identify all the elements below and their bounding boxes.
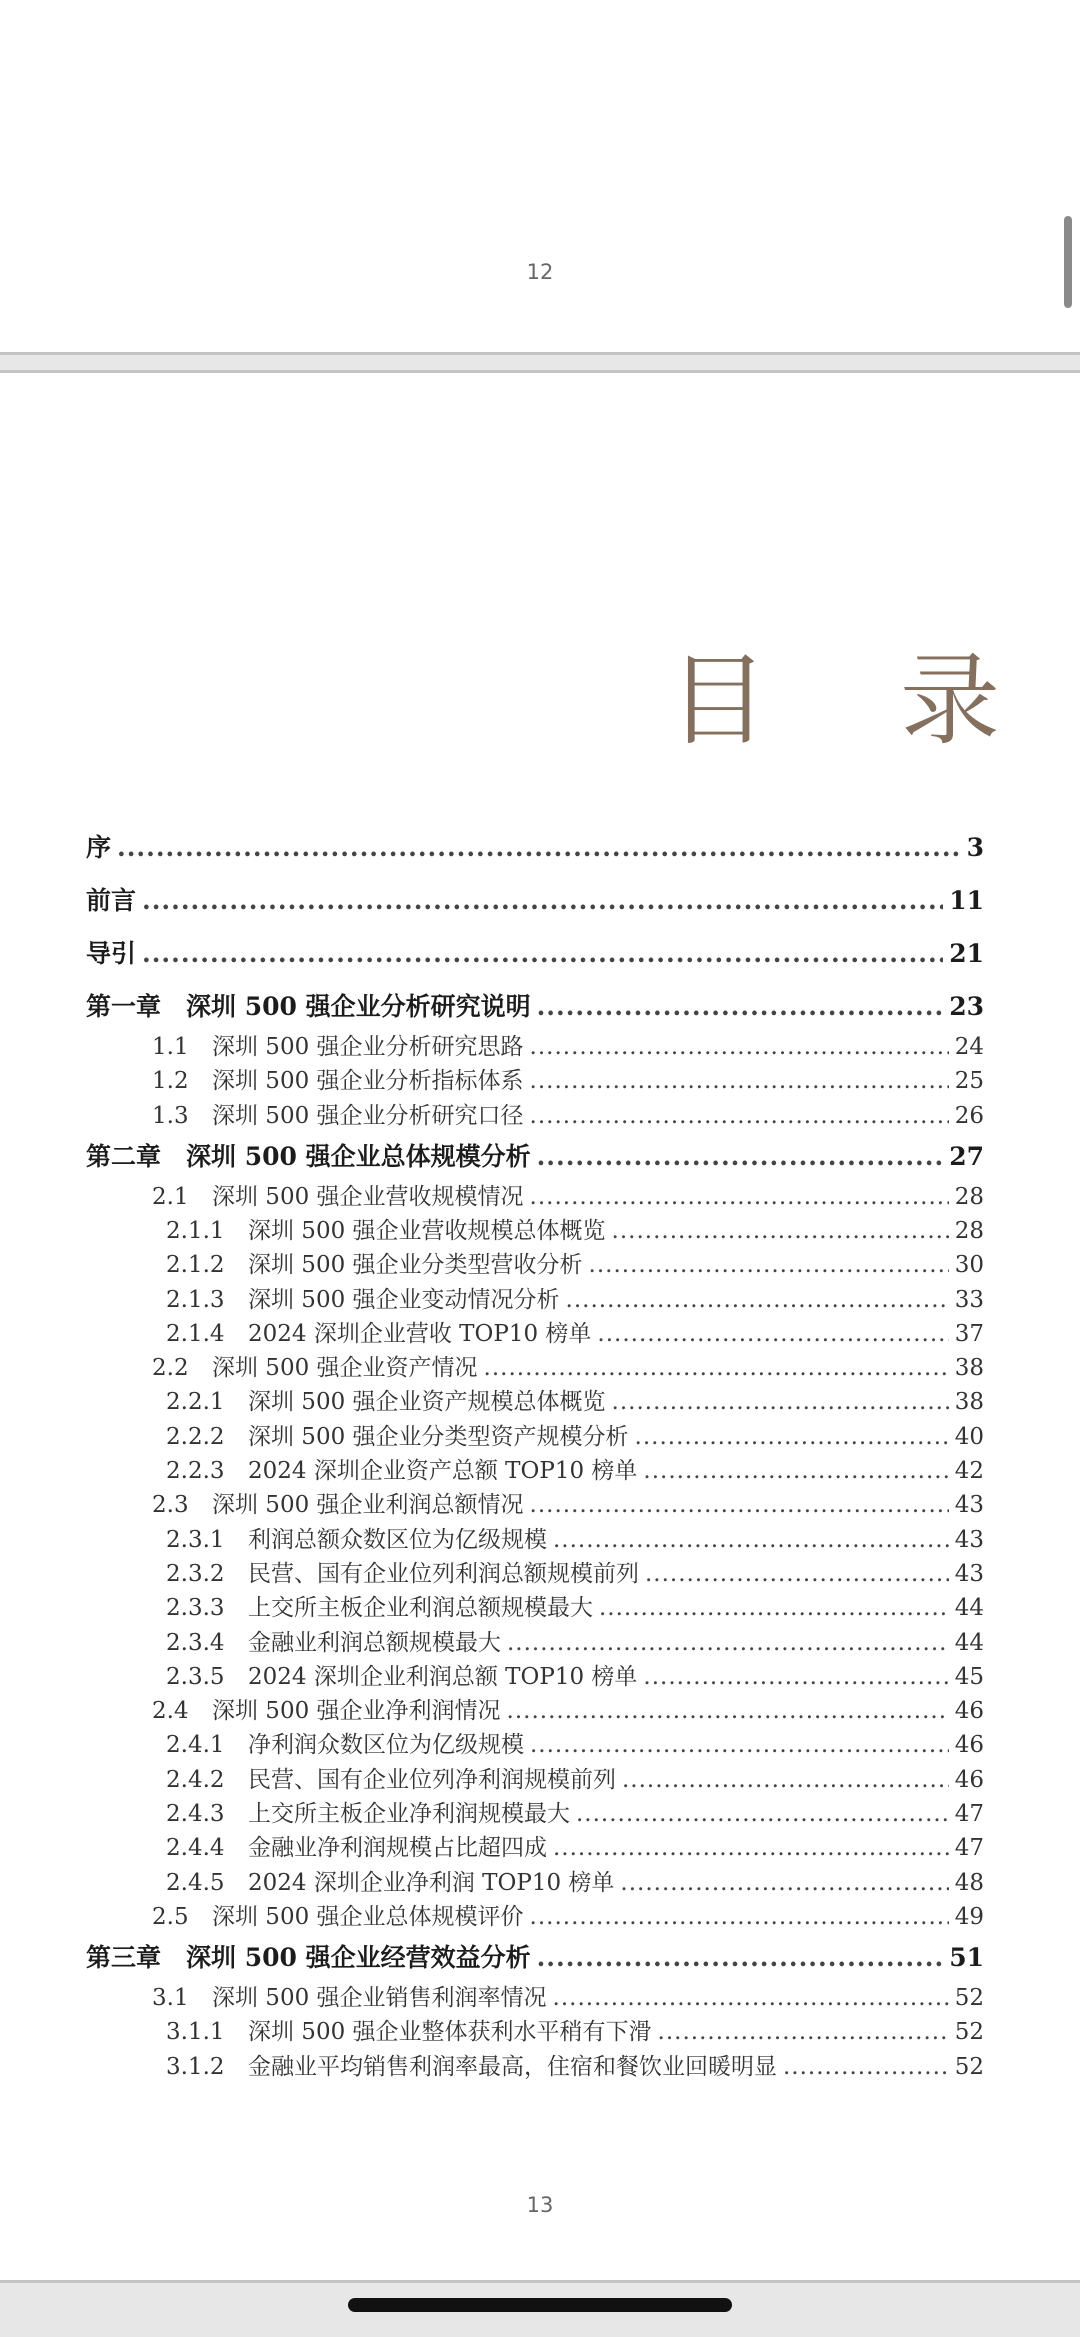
dot-leader xyxy=(537,992,944,1021)
dot-leader xyxy=(645,1561,949,1587)
toc-entry[interactable] xyxy=(0,881,1080,917)
toc-entry-number: 3.1.1 xyxy=(166,2019,225,2046)
toc-entry-number: 2.2.2 xyxy=(166,1423,225,1450)
toc-entry-label xyxy=(152,1028,524,1061)
dot-leader xyxy=(530,1492,949,1518)
toc-entry[interactable] xyxy=(0,2048,1080,2081)
toc-entry-number: 第二章 xyxy=(86,1141,162,1171)
toc-entry-label xyxy=(152,1349,478,1382)
dot-leader xyxy=(530,1068,949,1094)
page-separator xyxy=(0,2280,1080,2283)
toc-entry[interactable] xyxy=(0,1829,1080,1862)
toc-entry-title: 前言 xyxy=(86,886,137,915)
toc-entry[interactable] xyxy=(0,1383,1080,1416)
toc-entry-title: 深圳 500 强企业资产规模总体概览 xyxy=(248,1389,606,1416)
toc-entry-title: 深圳 500 强企业营收规模总体概览 xyxy=(248,1217,606,1244)
toc-entry-number: 2.3.2 xyxy=(166,1560,225,1587)
toc-entry-label xyxy=(86,828,111,864)
toc-entry-title: 深圳 500 强企业总体规模分析 xyxy=(186,1141,531,1171)
toc-entry-label xyxy=(166,1761,616,1794)
toc-entry-number: 2.3.1 xyxy=(166,1526,225,1553)
toc-entry-title: 民营、国有企业位列利润总额规模前列 xyxy=(248,1560,639,1587)
toc-entry[interactable] xyxy=(0,1658,1080,1691)
toc-entry-number: 2.4 xyxy=(152,1698,189,1725)
toc-entry-number: 2.3.3 xyxy=(166,1595,225,1622)
dot-leader xyxy=(566,1287,949,1313)
toc-entry-title: 上交所主板企业利润总额规模最大 xyxy=(248,1595,593,1622)
toc-entry-title: 金融业净利润规模占比超四成 xyxy=(248,1835,547,1862)
toc-entry-label xyxy=(86,934,136,970)
toc-entry-label xyxy=(86,1938,531,1974)
toc-entry-page: 38 xyxy=(954,1355,984,1382)
toc-entry-label xyxy=(166,1589,593,1622)
toc-entry[interactable] xyxy=(0,1246,1080,1279)
toc-entry-title: 上交所主板企业净利润规模最大 xyxy=(248,1801,570,1827)
toc-entry[interactable] xyxy=(0,1521,1080,1554)
current-page xyxy=(0,373,1080,2280)
toc-entry-label xyxy=(166,1246,583,1279)
toc-entry-number: 1.1 xyxy=(152,1034,189,1060)
toc-entry-title: 金融业利润总额规模最大 xyxy=(248,1629,501,1656)
dot-leader xyxy=(553,1835,949,1861)
toc-title: 目 录 xyxy=(668,642,1050,759)
toc-entry-page: 38 xyxy=(954,1389,984,1416)
toc-entry[interactable] xyxy=(0,1795,1080,1828)
toc-entry-title: 2024 深圳企业营收 TOP10 榜单 xyxy=(248,1320,592,1347)
toc-entry-title: 深圳 500 强企业利润总额情况 xyxy=(212,1492,524,1519)
toc-entry-label xyxy=(152,1178,524,1211)
toc-entry-title: 导引 xyxy=(86,939,137,968)
toc-entry-number: 3.1 xyxy=(152,1984,189,2011)
toc-entry-page: 42 xyxy=(954,1458,984,1484)
toc-entry-page: 43 xyxy=(954,1492,984,1519)
toc-entry-page: 46 xyxy=(954,1732,984,1759)
current-page-number: 13 xyxy=(526,2193,554,2217)
toc-entry[interactable] xyxy=(0,1761,1080,1794)
toc-entry-number: 2.2.3 xyxy=(166,1458,225,1484)
toc-entry-title: 深圳 500 强企业经营效益分析 xyxy=(186,1942,531,1972)
dot-leader xyxy=(599,1595,949,1621)
toc-entry-page: 44 xyxy=(954,1629,984,1656)
dot-leader xyxy=(484,1355,949,1381)
toc-entry-label xyxy=(166,1452,637,1485)
scrollbar-thumb[interactable] xyxy=(1064,216,1072,308)
toc-entry-number: 第一章 xyxy=(86,992,162,1021)
dot-leader xyxy=(530,1184,949,1210)
toc-entry-label xyxy=(152,1097,524,1130)
toc-entry[interactable] xyxy=(0,1178,1080,1211)
toc-entry-title: 深圳 500 强企业销售利润率情况 xyxy=(212,1984,547,2011)
toc-entry[interactable] xyxy=(0,1315,1080,1348)
previous-page xyxy=(0,0,1080,352)
toc-entry-number: 2.1.1 xyxy=(166,1217,225,1244)
dot-leader xyxy=(553,1527,949,1553)
toc-entry-number: 3.1.2 xyxy=(166,2053,225,2080)
toc-entry-page: 26 xyxy=(954,1102,984,1129)
toc-entry-page: 40 xyxy=(954,1423,984,1450)
toc-entry-number: 2.2 xyxy=(152,1355,189,1382)
toc-entry-page: 48 xyxy=(954,1869,984,1896)
toc-entry-page: 27 xyxy=(949,1141,984,1171)
toc-entry[interactable] xyxy=(0,1452,1080,1485)
toc-entry[interactable] xyxy=(0,1726,1080,1759)
toc-entry[interactable] xyxy=(0,1137,1080,1173)
toc-entry-page: 28 xyxy=(954,1183,984,1210)
toc-entry-title: 深圳 500 强企业分析研究说明 xyxy=(186,992,531,1021)
dot-leader xyxy=(507,1630,949,1656)
dot-leader xyxy=(658,2019,949,2045)
toc-entry-title: 深圳 500 强企业分析指标体系 xyxy=(212,1068,524,1095)
dot-leader xyxy=(620,1870,948,1896)
toc-entry-label xyxy=(166,1624,501,1657)
toc-entry-title: 2024 深圳企业资产总额 TOP10 榜单 xyxy=(248,1458,638,1484)
toc-entry[interactable] xyxy=(0,1979,1080,2012)
toc-entry-page: 47 xyxy=(954,1835,984,1862)
toc-entry-label xyxy=(152,1486,524,1519)
toc-entry-number: 1.3 xyxy=(152,1102,189,1129)
toc-entry-number: 2.3.4 xyxy=(166,1629,225,1656)
toc-entry-page: 49 xyxy=(954,1903,984,1930)
toc-entry[interactable] xyxy=(0,1281,1080,1314)
toc-entry-page: 37 xyxy=(954,1320,984,1347)
toc-entry-number: 2.1 xyxy=(152,1183,189,1210)
toc-entry-page: 33 xyxy=(954,1286,984,1313)
toc-entry-page: 52 xyxy=(954,1984,984,2011)
toc-entry-title: 深圳 500 强企业总体规模评价 xyxy=(212,1903,524,1930)
dot-leader xyxy=(576,1801,949,1827)
toc-entry-page: 28 xyxy=(954,1217,984,1244)
toc-entry-number: 2.4.2 xyxy=(166,1766,225,1793)
toc-entry[interactable] xyxy=(0,1418,1080,1451)
toc-entry-number: 2.3 xyxy=(152,1492,189,1519)
toc-entry[interactable] xyxy=(0,934,1080,970)
dot-leader xyxy=(622,1767,949,1793)
home-indicator[interactable] xyxy=(348,2298,732,2312)
toc-entry-label xyxy=(166,2048,777,2081)
dot-leader xyxy=(643,1458,948,1484)
toc-entry-number: 1.2 xyxy=(152,1068,189,1095)
toc-entry-title: 民营、国有企业位列净利润规模前列 xyxy=(248,1766,616,1793)
dot-leader xyxy=(142,886,943,915)
dot-leader xyxy=(537,1943,944,1972)
dot-leader xyxy=(117,833,961,862)
dot-leader xyxy=(530,1034,949,1060)
toc-entry-page: 11 xyxy=(949,886,984,915)
toc-entry-page: 52 xyxy=(954,2019,984,2046)
dot-leader xyxy=(507,1698,949,1724)
toc-entry-label xyxy=(166,2013,652,2046)
toc-entry-number: 2.5 xyxy=(152,1903,189,1930)
toc-entry[interactable] xyxy=(0,1555,1080,1588)
toc-entry-number: 2.4.3 xyxy=(166,1801,225,1827)
toc-entry-label xyxy=(166,1315,591,1348)
toc-entry[interactable] xyxy=(0,1212,1080,1245)
dot-leader xyxy=(530,1904,949,1930)
toc-entry-label xyxy=(166,1726,524,1759)
toc-entry-number: 2.1.3 xyxy=(166,1286,225,1313)
toc-entry[interactable] xyxy=(0,987,1080,1023)
dot-leader xyxy=(537,1142,944,1171)
toc-entry[interactable] xyxy=(0,1898,1080,1931)
toc-entry-page: 30 xyxy=(954,1252,984,1279)
toc-entry-title: 2024 深圳企业净利润 TOP10 榜单 xyxy=(248,1869,615,1896)
toc-entry-label xyxy=(166,1418,629,1451)
previous-page-number: 12 xyxy=(526,260,554,284)
toc-entry-title: 深圳 500 强企业分析研究思路 xyxy=(212,1034,524,1060)
toc-entry-label xyxy=(166,1281,560,1314)
toc-entry-page: 43 xyxy=(954,1526,984,1553)
toc-entry[interactable] xyxy=(0,828,1080,864)
dot-leader xyxy=(643,1664,948,1690)
toc-entry-label xyxy=(166,1658,637,1691)
toc-entry-page: 46 xyxy=(954,1766,984,1793)
toc-entry-number: 2.4.1 xyxy=(166,1732,225,1759)
toc-entry-number: 2.2.1 xyxy=(166,1389,225,1416)
toc-entry-number: 2.1.4 xyxy=(166,1320,225,1347)
toc-entry-label xyxy=(166,1864,614,1897)
page-separator xyxy=(0,352,1080,355)
toc-entry-title: 深圳 500 强企业整体获利水平稍有下滑 xyxy=(248,2019,652,2046)
toc-entry-page: 46 xyxy=(954,1698,984,1725)
toc-entry-number: 2.1.2 xyxy=(166,1252,225,1279)
toc-entry[interactable] xyxy=(0,1349,1080,1382)
toc-entry[interactable] xyxy=(0,1624,1080,1657)
toc-entry-label xyxy=(166,1555,639,1588)
toc-entry-page: 3 xyxy=(966,833,984,862)
dot-leader xyxy=(612,1218,949,1244)
toc-entry[interactable] xyxy=(0,1028,1080,1061)
toc-entry-page: 44 xyxy=(954,1595,984,1622)
toc-entry-label xyxy=(86,1137,531,1173)
toc-entry-title: 深圳 500 强企业分析研究口径 xyxy=(212,1102,524,1129)
toc-entry[interactable] xyxy=(0,1938,1080,1974)
toc-entry-title: 深圳 500 强企业净利润情况 xyxy=(212,1698,501,1725)
toc-entry-number: 2.4.5 xyxy=(166,1869,225,1896)
toc-entry-title: 深圳 500 强企业分类型资产规模分析 xyxy=(248,1423,629,1450)
toc-entry-title: 利润总额众数区位为亿级规模 xyxy=(248,1526,547,1553)
toc-entry-label xyxy=(166,1521,547,1554)
toc-entry-label xyxy=(152,1898,524,1931)
toc-entry-page: 45 xyxy=(954,1663,984,1690)
toc-entry-title: 序 xyxy=(86,833,112,862)
dot-leader xyxy=(530,1732,949,1758)
toc-entry-page: 52 xyxy=(954,2053,984,2080)
toc-entry-page: 43 xyxy=(954,1560,984,1587)
toc-entry[interactable] xyxy=(0,1864,1080,1897)
toc-entry-title: 净利润众数区位为亿级规模 xyxy=(248,1732,524,1759)
toc-entry-label xyxy=(152,1062,524,1095)
toc-entry-label xyxy=(152,1692,501,1725)
toc-entry[interactable] xyxy=(0,1692,1080,1725)
toc-entry-title: 深圳 500 强企业变动情况分析 xyxy=(248,1286,560,1313)
toc-entry[interactable] xyxy=(0,1097,1080,1130)
dot-leader xyxy=(612,1389,949,1415)
toc-entry-title: 深圳 500 强企业资产情况 xyxy=(212,1355,478,1382)
toc-entry-page: 25 xyxy=(954,1068,984,1095)
toc-entry-label xyxy=(86,881,136,917)
toc-entry-label xyxy=(166,1383,606,1416)
toc-entry-title: 金融业平均销售利润率最高，住宿和餐饮业回暖明显 xyxy=(248,2053,777,2080)
toc-entry-page: 24 xyxy=(954,1034,984,1060)
toc-entry[interactable] xyxy=(0,1062,1080,1095)
toc-entry-title: 深圳 500 强企业营收规模情况 xyxy=(212,1183,524,1210)
dot-leader xyxy=(783,2054,949,2080)
toc-entry[interactable] xyxy=(0,1486,1080,1519)
toc-entry-label xyxy=(166,1212,606,1245)
toc-entry-page: 47 xyxy=(954,1801,984,1827)
toc-entry[interactable] xyxy=(0,2013,1080,2046)
dot-leader xyxy=(597,1321,948,1347)
toc-entry-label xyxy=(166,1829,547,1862)
toc-entry-label xyxy=(86,987,531,1023)
toc-entry-label xyxy=(166,1795,570,1828)
dot-leader xyxy=(142,939,943,968)
toc-entry-label xyxy=(152,1979,547,2012)
dot-leader xyxy=(635,1424,949,1450)
dot-leader xyxy=(553,1985,949,2011)
dot-leader xyxy=(530,1103,949,1129)
toc-entry-number: 第三章 xyxy=(86,1942,162,1972)
toc-entry-page: 51 xyxy=(949,1942,984,1972)
toc-entry-page: 23 xyxy=(949,992,984,1021)
toc-entry-number: 2.4.4 xyxy=(166,1835,225,1862)
toc-entry[interactable] xyxy=(0,1589,1080,1622)
toc-entry-title: 2024 深圳企业利润总额 TOP10 榜单 xyxy=(248,1663,638,1690)
toc-entry-title: 深圳 500 强企业分类型营收分析 xyxy=(248,1252,583,1279)
toc-entry-number: 2.3.5 xyxy=(166,1663,225,1690)
dot-leader xyxy=(589,1252,949,1278)
toc-entry-page: 21 xyxy=(949,939,984,968)
